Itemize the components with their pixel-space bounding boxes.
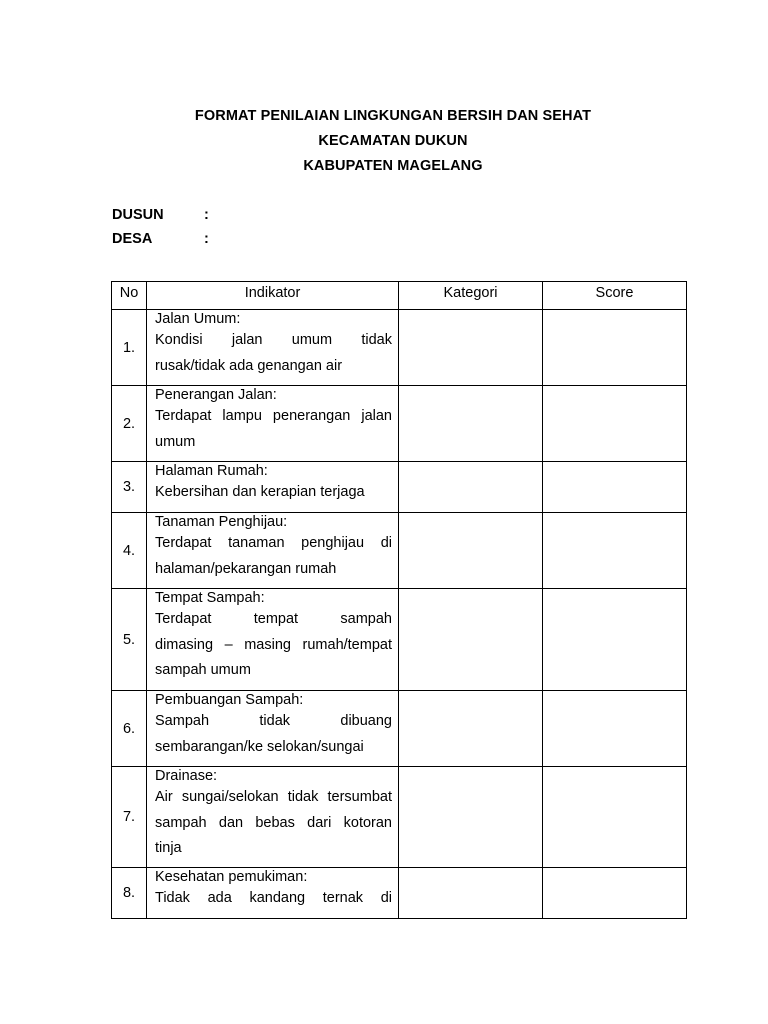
indicator-description-line: Air sungai/selokan tidak tersumbat <box>155 789 392 805</box>
indicator-description-line: dimasing – masing rumah/tempat <box>155 636 392 653</box>
assessment-table <box>111 281 687 919</box>
table-row <box>112 868 687 919</box>
score-cell[interactable] <box>543 767 687 868</box>
indicator-cell <box>147 513 399 589</box>
kategori-cell[interactable] <box>399 513 543 589</box>
table-row <box>112 767 687 868</box>
indicator-description-line: Sampah tidak dibuang <box>155 713 392 729</box>
row-number: 3. <box>112 462 147 513</box>
header-indikator: Indikator <box>147 282 399 310</box>
indicator-cell <box>147 310 399 386</box>
row-number: 8. <box>112 868 147 919</box>
desa-label: DESA <box>112 231 153 247</box>
desa-colon: : <box>204 231 209 247</box>
kategori-cell[interactable] <box>399 386 543 462</box>
indicator-title: Tanaman Penghijau: <box>155 514 288 530</box>
indicator-cell <box>147 691 399 767</box>
indicator-cell <box>147 767 399 868</box>
indicator-description-line: Terdapat lampu penerangan jalan <box>155 408 392 424</box>
score-cell[interactable] <box>543 691 687 767</box>
indicator-description-line: Kebersihan dan kerapian terjaga <box>155 484 365 500</box>
score-cell[interactable] <box>543 310 687 386</box>
kategori-cell[interactable] <box>399 589 543 691</box>
row-number: 6. <box>112 691 147 767</box>
indicator-description-line: halaman/pekarangan rumah <box>155 560 337 577</box>
dusun-colon: : <box>204 207 209 223</box>
document-header <box>0 104 768 179</box>
indicator-cell <box>147 868 399 919</box>
indicator-description-line: umum <box>155 433 196 450</box>
table-row <box>112 589 687 691</box>
indicator-title: Penerangan Jalan: <box>155 387 277 403</box>
row-number: 5. <box>112 589 147 691</box>
kategori-cell[interactable] <box>399 462 543 513</box>
indicator-description-line: rusak/tidak ada genangan air <box>155 357 343 374</box>
score-cell[interactable] <box>543 513 687 589</box>
indicator-description-line: Kondisi jalan umum tidak <box>155 332 392 348</box>
kategori-cell[interactable] <box>399 310 543 386</box>
title-line-2: KECAMATAN DUKUN <box>318 133 468 149</box>
indicator-description-line: sembarangan/ke selokan/sungai <box>155 738 364 755</box>
indicator-description-line: Terdapat tanaman penghijau di <box>155 535 392 551</box>
indicator-description-line: Terdapat tempat sampah <box>155 611 392 627</box>
row-number: 7. <box>112 767 147 868</box>
table-row <box>112 691 687 767</box>
row-number: 1. <box>112 310 147 386</box>
row-number: 4. <box>112 513 147 589</box>
indicator-title: Drainase: <box>155 768 218 784</box>
score-cell[interactable] <box>543 589 687 691</box>
indicator-description-line: Tidak ada kandang ternak di <box>155 890 392 906</box>
desa-field <box>112 227 224 251</box>
title-line-3: KABUPATEN MAGELANG <box>303 158 483 174</box>
table-row <box>112 310 687 386</box>
identity-fields <box>112 203 224 251</box>
score-cell[interactable] <box>543 386 687 462</box>
indicator-description-line: sampah umum <box>155 662 251 678</box>
table-row <box>112 462 687 513</box>
indicator-title: Tempat Sampah: <box>155 590 265 606</box>
header-kategori: Kategori <box>399 282 543 310</box>
kategori-cell[interactable] <box>399 767 543 868</box>
title-line-1: FORMAT PENILAIAN LINGKUNGAN BERSIH DAN SEHAT <box>194 108 592 124</box>
kategori-cell[interactable] <box>399 691 543 767</box>
indicator-title: Kesehatan pemukiman: <box>155 869 308 885</box>
header-score: Score <box>543 282 687 310</box>
dusun-field <box>112 203 224 227</box>
indicator-title: Pembuangan Sampah: <box>155 692 304 708</box>
table-header-row <box>112 282 687 310</box>
indicator-cell <box>147 386 399 462</box>
row-number: 2. <box>112 386 147 462</box>
dusun-label: DUSUN <box>112 207 164 223</box>
score-cell[interactable] <box>543 462 687 513</box>
indicator-description-line: sampah dan bebas dari kotoran <box>155 814 392 831</box>
header-no: No <box>112 282 147 310</box>
score-cell[interactable] <box>543 868 687 919</box>
indicator-description-line: tinja <box>155 840 182 856</box>
table-row <box>112 513 687 589</box>
indicator-cell <box>147 589 399 691</box>
indicator-title: Halaman Rumah: <box>155 463 268 479</box>
indicator-title: Jalan Umum: <box>155 311 241 327</box>
table-row <box>112 386 687 462</box>
kategori-cell[interactable] <box>399 868 543 919</box>
indicator-cell <box>147 462 399 513</box>
